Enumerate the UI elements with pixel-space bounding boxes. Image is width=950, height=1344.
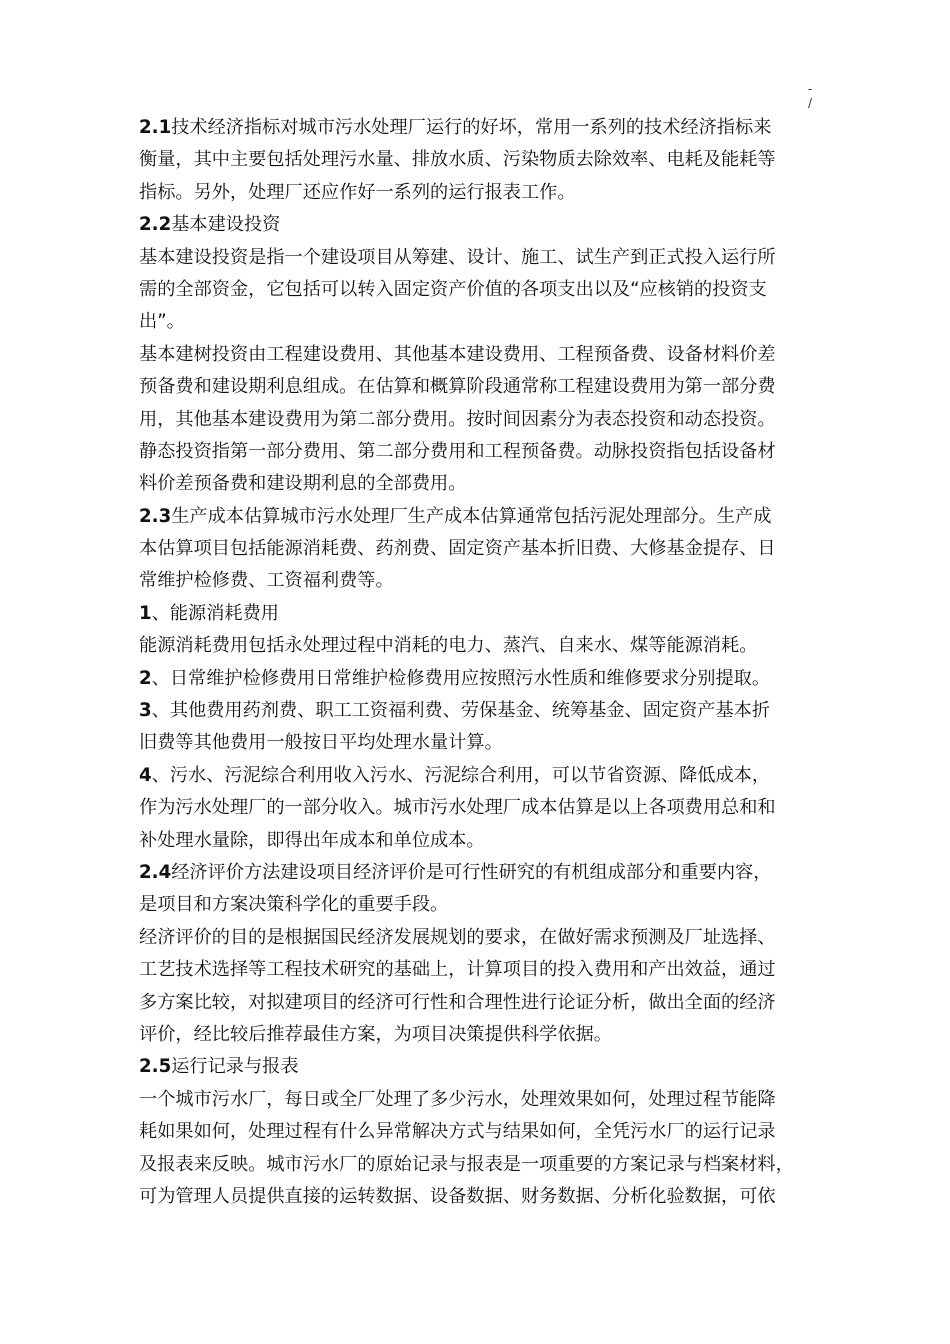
text-line — [139, 1181, 829, 1213]
text-line — [139, 1051, 829, 1083]
text-line — [139, 242, 829, 274]
text-line — [139, 598, 829, 630]
text-line — [139, 1019, 829, 1051]
text-line — [139, 987, 829, 1019]
section-number: 2.2 — [139, 214, 172, 236]
line-text: 评价，经比较后推荐最佳方案，为项目决策提供科学依据。 — [139, 1023, 612, 1045]
line-text: 料价差预备费和建设期利息的全部费用。 — [139, 473, 467, 495]
line-text: 基本建设投资 — [171, 214, 281, 236]
text-line — [139, 760, 829, 792]
text-line — [139, 565, 829, 597]
line-text: 基本建树投资由工程建设费用、其他基本建设费用、工程预备费、设备材料价差 — [139, 343, 776, 365]
text-line — [139, 404, 829, 436]
line-text: 指标。另外，处理厂还应作好一系列的运行报表工作。 — [139, 181, 576, 203]
page-header-mark — [800, 82, 820, 110]
text-line — [139, 177, 829, 209]
text-line — [139, 922, 829, 954]
header-dash: - — [807, 82, 813, 96]
text-line — [139, 1149, 829, 1181]
line-text: 运行记录与报表 — [171, 1056, 299, 1078]
text-line — [139, 792, 829, 824]
line-text: 多方案比较，对拟建项目的经济可行性和合理性进行论证分析，做出全面的经济 — [139, 991, 776, 1013]
document-body — [139, 112, 829, 1213]
line-text: 需的全部资金，它包括可以转入固定资产价值的各项支出以及“应核销的投资支 — [139, 278, 767, 300]
text-line — [139, 436, 829, 468]
section-number: 2 — [139, 667, 152, 689]
line-text: 工艺技术选择等工程技术研究的基础上，计算项目的投入费用和产出效益，通过 — [139, 959, 776, 981]
line-text: 能源消耗费用包括永处理过程中消耗的电力、蒸汽、自来水、煤等能源消耗。 — [139, 635, 758, 657]
line-text: 技术经济指标对城市污水处理厂运行的好坏，常用一系列的技术经济指标来 — [171, 117, 772, 138]
line-text: 静态投资指第一部分费用、第二部分费用和工程预备费。动脉投资指包括设备材 — [139, 440, 776, 462]
text-line — [139, 889, 829, 921]
line-text: 经济评价的目的是根据国民经济发展规划的要求，在做好需求预测及厂址选择、 — [139, 926, 776, 948]
line-text: 衡量，其中主要包括处理污水量、排放水质、污染物质去除效率、电耗及能耗等 — [139, 149, 776, 171]
text-line — [139, 144, 829, 176]
line-text: 一个城市污水厂，每日或全厂处理了多少污水，处理效果如何，处理过程节能降 — [139, 1088, 776, 1110]
line-text: 作为污水处理厂的一部分收入。城市污水处理厂成本估算是以上各项费用总和和 — [139, 797, 776, 819]
section-number: 4 — [139, 764, 152, 786]
text-line — [139, 825, 829, 857]
line-text: 出”。 — [139, 311, 185, 333]
line-text: 、能源消耗费用 — [151, 602, 279, 624]
line-text: 用，其他基本建设费用为第二部分费用。按时间因素分为表态投资和动态投资。 — [139, 408, 776, 430]
line-text: 、污水、污泥综合利用收入污水、污泥综合利用，可以节省资源、降低成本， — [151, 764, 771, 786]
text-line — [139, 533, 829, 565]
line-text: 可为管理人员提供直接的运转数据、设备数据、财务数据、分析化验数据，可依 — [139, 1185, 776, 1207]
line-text: 耗如果如何，处理过程有什么异常解决方式与结果如何，全凭污水厂的运行记录 — [139, 1121, 776, 1143]
line-text: 经济评价方法建设项目经济评价是可行性研究的有机组成部分和重要内容， — [171, 861, 772, 883]
line-text: 、日常维护检修费用日常维护检修费用应按照污水性质和维修要求分别提取。 — [151, 667, 771, 689]
text-line — [139, 857, 829, 889]
text-line — [139, 371, 829, 403]
text-line — [139, 695, 829, 727]
line-text: 生产成本估算城市污水处理厂生产成本估算通常包括污泥处理部分。生产成 — [171, 505, 772, 527]
text-line — [139, 501, 829, 533]
text-line — [139, 112, 829, 144]
section-number: 2.4 — [139, 861, 172, 883]
header-slash: / — [807, 96, 813, 110]
section-number: 1 — [139, 602, 152, 624]
line-text: 旧费等其他费用一般按日平均处理水量计算。 — [139, 732, 503, 754]
line-text: 是项目和方案决策科学化的重要手段。 — [139, 894, 449, 916]
text-line — [139, 306, 829, 338]
section-number: 3 — [139, 700, 152, 722]
line-text: 常维护检修费、工资福利费等。 — [139, 570, 394, 592]
text-line — [139, 274, 829, 306]
text-line — [139, 1084, 829, 1116]
text-line — [139, 954, 829, 986]
line-text: 基本建设投资是指一个建设项目从筹建、设计、施工、试生产到正式投入运行所 — [139, 246, 776, 268]
text-line — [139, 663, 829, 695]
section-number: 2.5 — [139, 1056, 172, 1078]
line-text: 及报表来反映。城市污水厂的原始记录与报表是一项重要的方案记录与档案材料， — [139, 1153, 794, 1175]
line-text: 、其他费用药剂费、职工工资福利费、劳保基金、统筹基金、固定资产基本折 — [151, 700, 771, 722]
text-line — [139, 1116, 829, 1148]
section-number: 2.3 — [139, 505, 172, 527]
section-number: 2.1 — [139, 117, 172, 138]
text-line — [139, 727, 829, 759]
line-text: 预备费和建设期利息组成。在估算和概算阶段通常称工程建设费用为第一部分费 — [139, 376, 776, 398]
text-line — [139, 209, 829, 241]
line-text: 本估算项目包括能源消耗费、药剂费、固定资产基本折旧费、大修基金提存、日 — [139, 538, 776, 560]
line-text: 补处理水量除，即得出年成本和单位成本。 — [139, 829, 485, 851]
text-line — [139, 630, 829, 662]
text-line — [139, 468, 829, 500]
text-line — [139, 339, 829, 371]
